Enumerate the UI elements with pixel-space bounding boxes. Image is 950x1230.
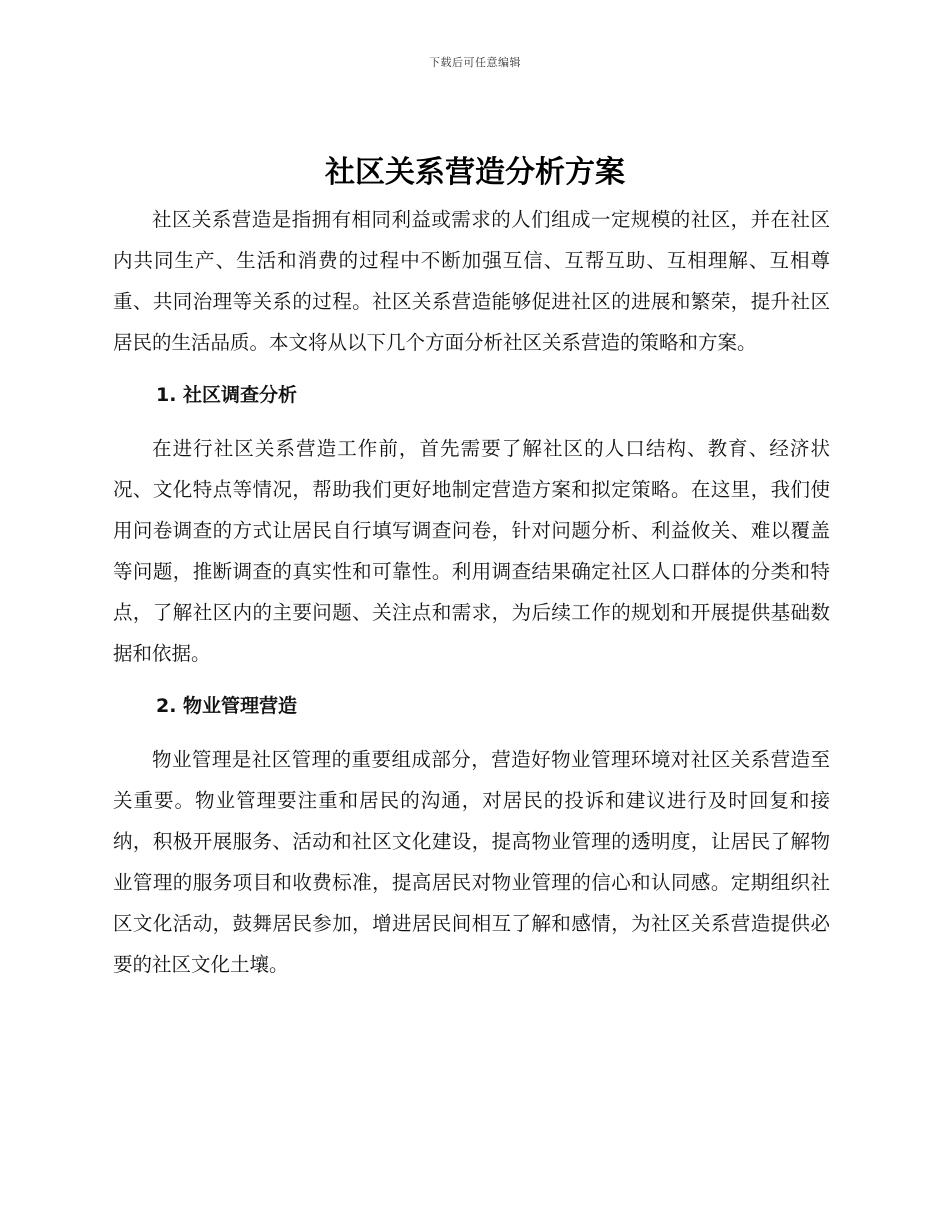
section-heading-survey: 1. 社区调查分析 xyxy=(156,384,298,406)
property-paragraph: 物业管理是社区管理的重要组成部分，营造好物业管理环境对社区关系营造至关重要。物业管理要注重和居民的沟通，对居民的投诉和建议进行及时回复和接纳，积极开展服务、活动和社区文化建设，提高物业管理的透明度，让居民了解物业管理的服务项目和收费标准，提高居民对物业管理的信心和认同感。定期组织社区文化活动，鼓舞居民参加，增进居民间相互了解和感情，为社区关系营造提供必要的社区文化土壤。 xyxy=(113,748,830,976)
survey-paragraph: 在进行社区关系营造工作前，首先需要了解社区的人口结构、教育、经济状况、文化特点等情况，帮助我们更好地制定营造方案和拟定策略。在这里，我们使用问卷调查的方式让居民自行填写调查问卷，针对问题分析、利益攸关、难以覆盖等问题，推断调查的真实性和可靠性。利用调查结果确定社区人口群体的分类和特点，了解社区内的主要问题、关注点和需求，为后续工作的规划和开展提供基础数据和依据。 xyxy=(113,437,830,665)
document-body xyxy=(113,199,830,985)
intro-paragraph: 社区关系营造是指拥有相同利益或需求的人们组成一定规模的社区，并在社区内共同生产、生活和消费的过程中不断加强互信、互帮互助、互相理解、互相尊重、共同治理等关系的过程。社区关系营造能够促进社区的进展和繁荣，提升社区居民的生活品质。本文将从以下几个方面分析社区关系营造的策略和方案。 xyxy=(113,208,830,354)
page-title: 社区关系营造分析方案 xyxy=(325,155,625,190)
section-heading-property: 2. 物业管理营造 xyxy=(156,695,298,717)
header-note: 下载后可任意编辑 xyxy=(429,56,521,69)
